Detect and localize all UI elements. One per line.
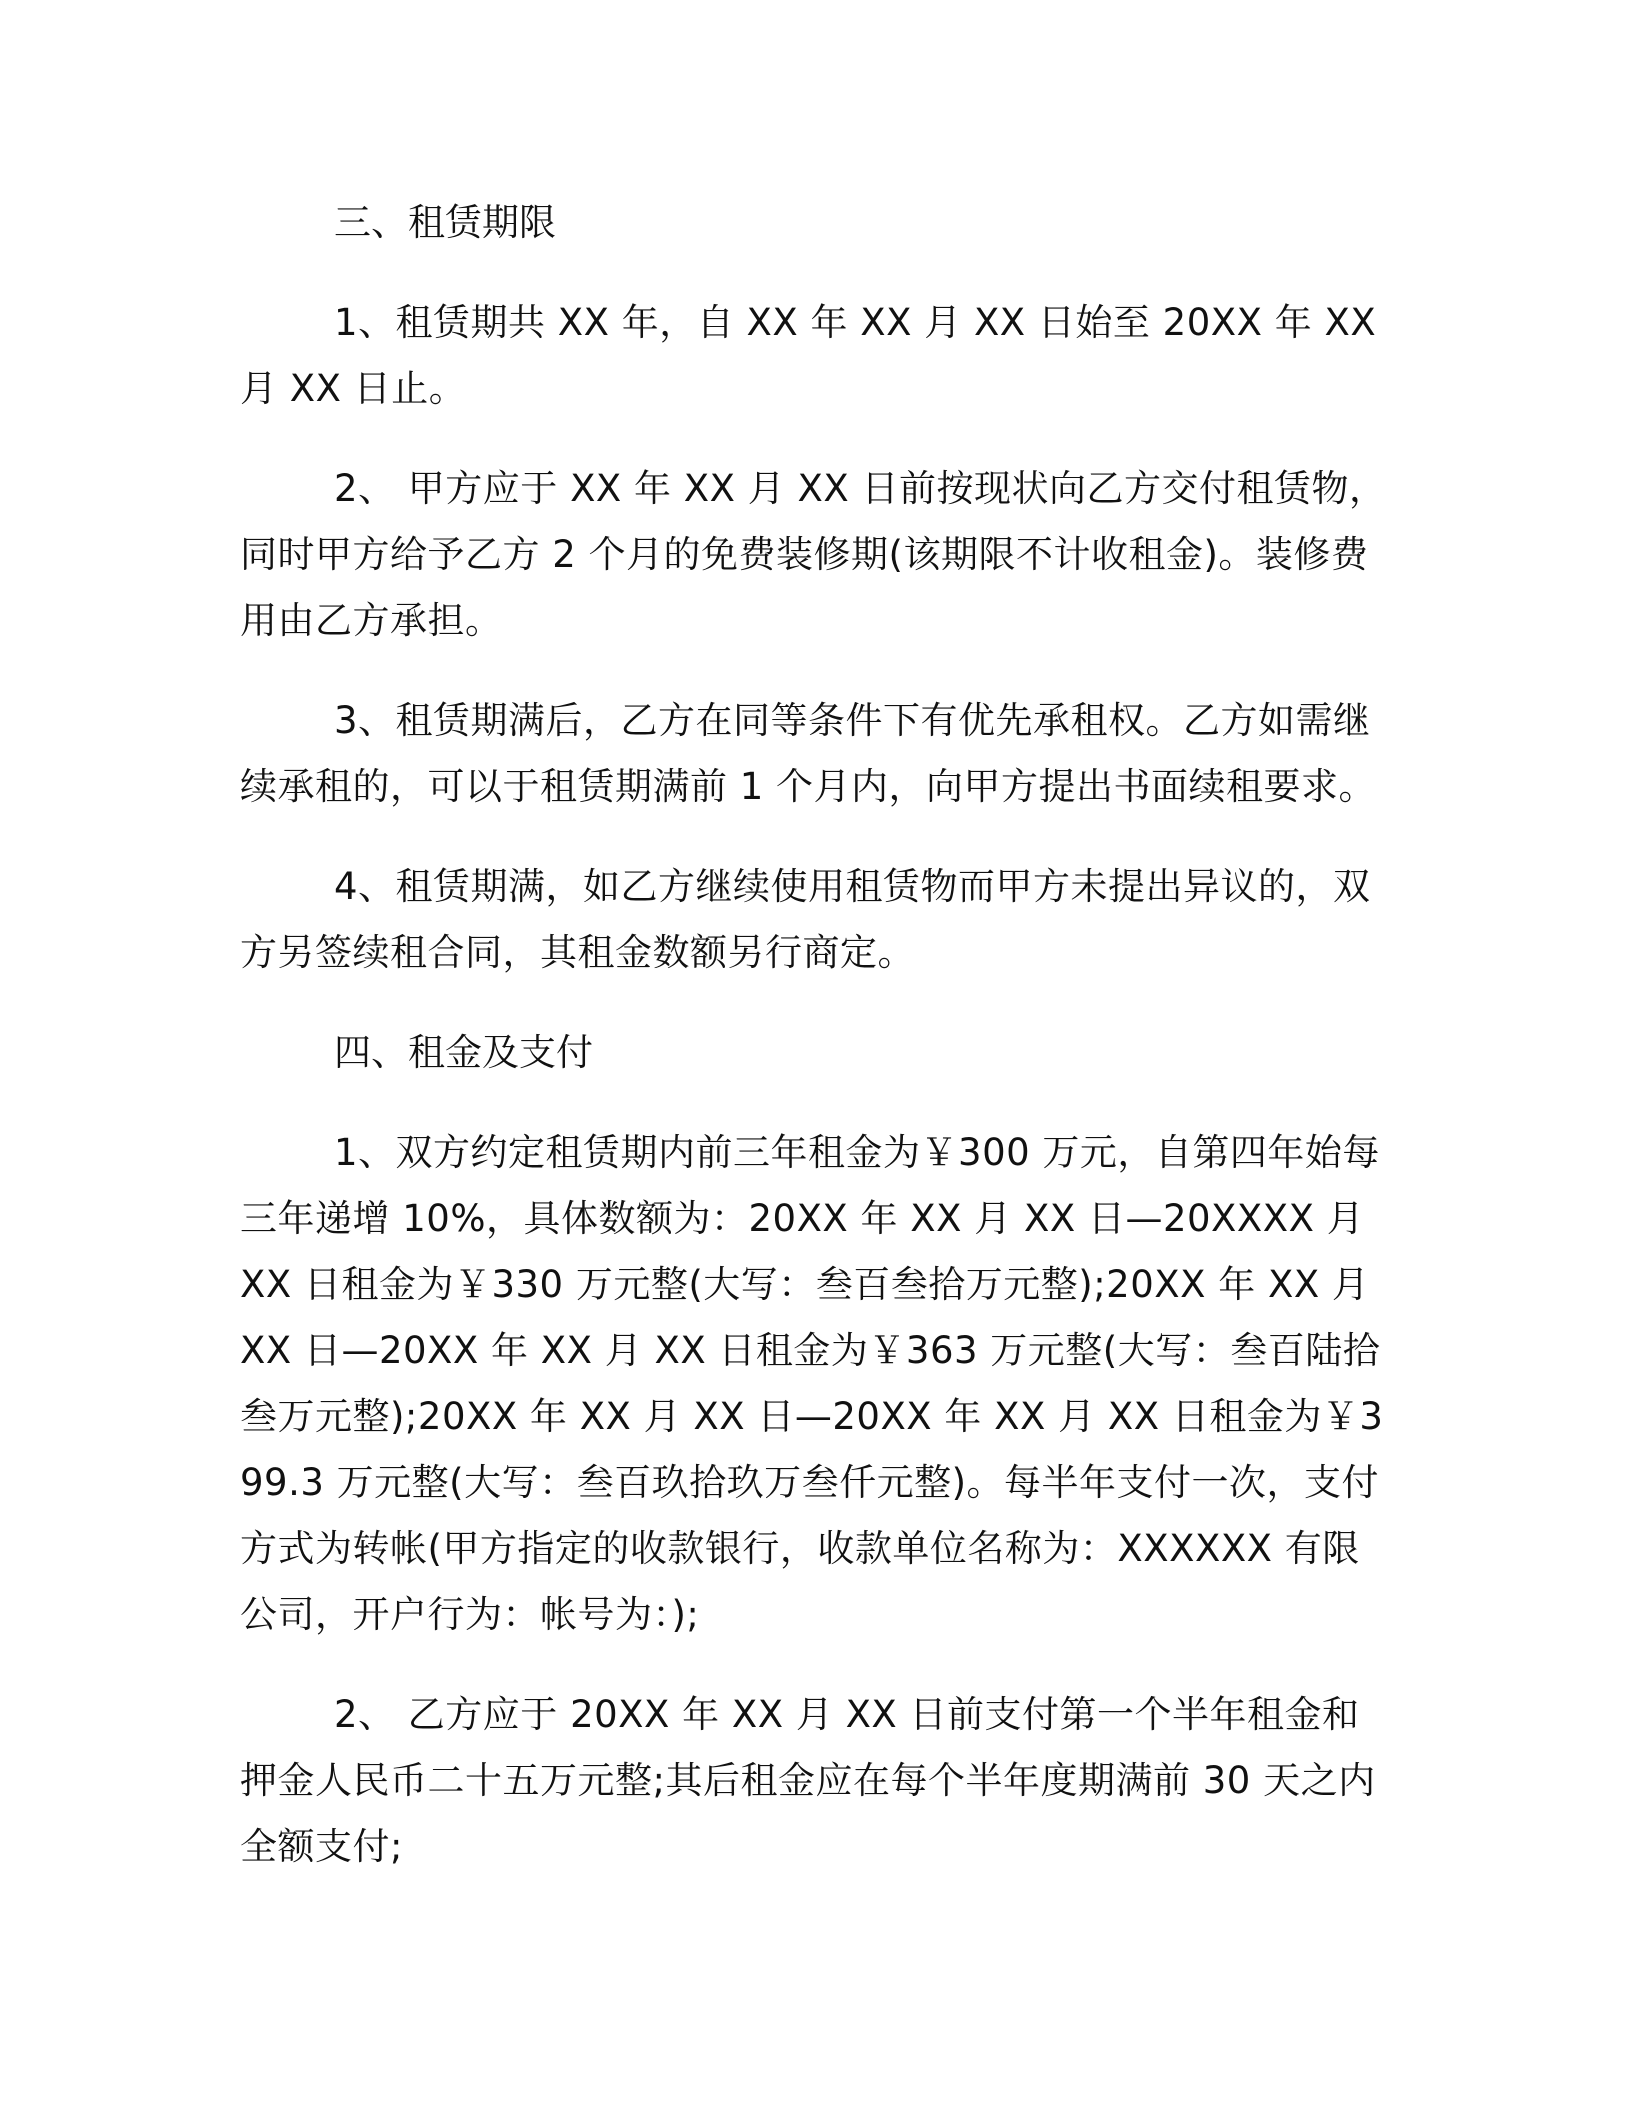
lease-term-clause-1: 1、租赁期共 XX 年，自 XX 年 XX 月 XX 日始至 20XX 年 XX 月 XX 日止。 — [240, 301, 1377, 410]
section-heading-lease-term: 三、租赁期限 — [334, 201, 556, 244]
rent-payment-clause-1: 1、双方约定租赁期内前三年租金为￥300 万元，自第四年始每三年递增 10%，具体数额为：20XX 年 XX 月 XX 日—20XXXX 月 XX 日租金为￥330 万元整(大写：叁百叁拾万元整);20XX 年 XX 月 XX 日—20XX 年 XX 月 XX 日租金为￥363 万元整(大写：叁百陆拾叁万元整);20XX 年 XX 月 XX 日—20XX 年 XX 月 XX 日租金为￥399.3 万元整(大写：叁百玖拾玖万叁仟元整)。每半年支付一次，支付方式为转帐(甲方指定的收款银行，收款单位名称为：XXXXXX 有限公司，开户行为：帐号为：); — [240, 1131, 1384, 1636]
lease-term-clause-2: 2、 甲方应于 XX 年 XX 月 XX 日前按现状向乙方交付租赁物，同时甲方给予乙方 2 个月的免费装修期(该期限不计收租金)。装修费用由乙方承担。 — [240, 467, 1387, 642]
section-heading-rent-payment: 四、租金及支付 — [334, 1031, 593, 1074]
document-body — [240, 190, 1390, 1914]
lease-term-clause-4: 4、租赁期满，如乙方继续使用租赁物而甲方未提出异议的，双方另签续租合同，其租金数额另行商定。 — [240, 865, 1371, 974]
lease-term-clause-3: 3、租赁期满后，乙方在同等条件下有优先承租权。乙方如需继续承租的，可以于租赁期满前 1 个月内，向甲方提出书面续租要求。 — [240, 699, 1377, 808]
rent-payment-clause-2: 2、 乙方应于 20XX 年 XX 月 XX 日前支付第一个半年租金和押金人民币二十五万元整;其后租金应在每个半年度期满前 30 天之内全额支付; — [240, 1693, 1376, 1868]
